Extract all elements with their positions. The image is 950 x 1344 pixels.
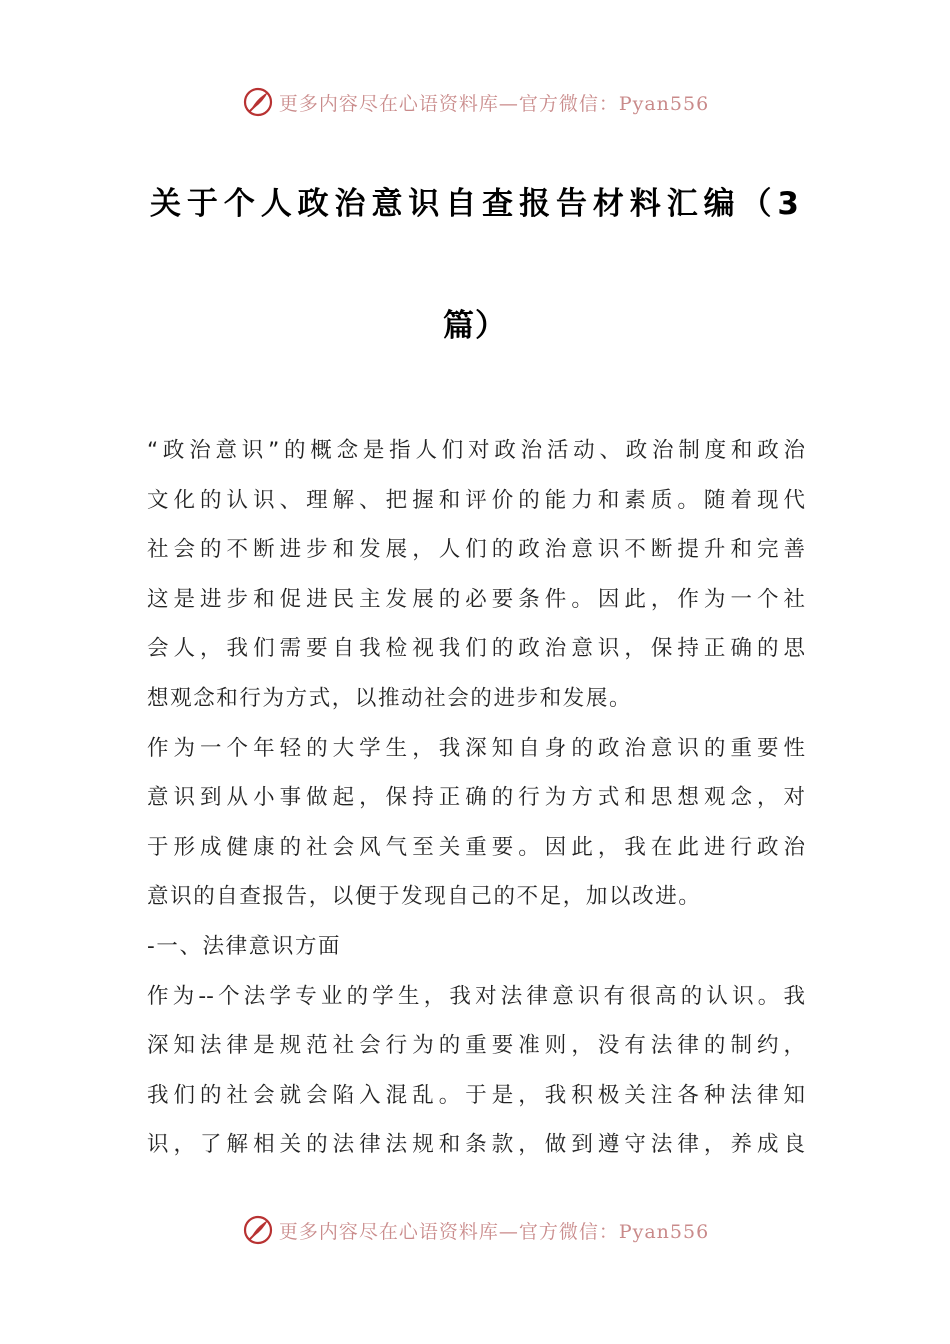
body-line: 想观念和行为方式，以推动社会的进步和发展。 bbox=[147, 685, 633, 711]
body-line: 会人，我们需要自我检视我们的政治意识，保持正确的思 bbox=[147, 636, 805, 662]
body-line: 我们的社会就会陷入混乱。于是，我积极关注各种法律知 bbox=[147, 1082, 805, 1108]
body-line: 意识到从小事做起，保持正确的行为方式和思想观念，对 bbox=[147, 785, 805, 811]
body-line: 于形成健康的社会风气至关重要。因此，我在此进行政治 bbox=[147, 834, 805, 860]
document-title-line-2: 篇） bbox=[443, 308, 507, 344]
document-title-line-1: 关于个人政治意识自查报告材料汇编（3 bbox=[150, 186, 800, 222]
watermark-text: 更多内容尽在心语资料库—官方微信：Pyan556 bbox=[278, 1220, 710, 1243]
quill-seal-icon bbox=[241, 1213, 275, 1247]
watermark-banner-top bbox=[0, 82, 950, 122]
quill-seal-icon bbox=[241, 85, 275, 119]
body-line: 识，了解相关的法律法规和条款，做到遵守法律，养成良 bbox=[147, 1132, 805, 1158]
body-line: 意识的自查报告，以便于发现自己的不足，加以改进。 bbox=[147, 884, 702, 910]
body-line: “政治意识”的概念是指人们对政治活动、政治制度和政治 bbox=[147, 438, 805, 463]
document-body bbox=[147, 426, 805, 1170]
body-line: 作为--个法学专业的学生，我对法律意识有很高的认识。我 bbox=[147, 983, 805, 1009]
body-line: 深知法律是规范社会行为的重要准则，没有法律的制约， bbox=[147, 1033, 805, 1059]
section-heading: -一、法律意识方面 bbox=[147, 933, 342, 959]
body-line: 社会的不断进步和发展，人们的政治意识不断提升和完善 bbox=[147, 537, 805, 563]
body-line: 作为一个年轻的大学生，我深知自身的政治意识的重要性 bbox=[147, 735, 805, 761]
body-line: 文化的认识、理解、把握和评价的能力和素质。随着现代 bbox=[147, 487, 805, 513]
watermark-text: 更多内容尽在心语资料库—官方微信：Pyan556 bbox=[278, 92, 710, 115]
body-line: 这是进步和促进民主发展的必要条件。因此，作为一个社 bbox=[147, 586, 805, 612]
watermark-banner-bottom bbox=[0, 1210, 950, 1250]
